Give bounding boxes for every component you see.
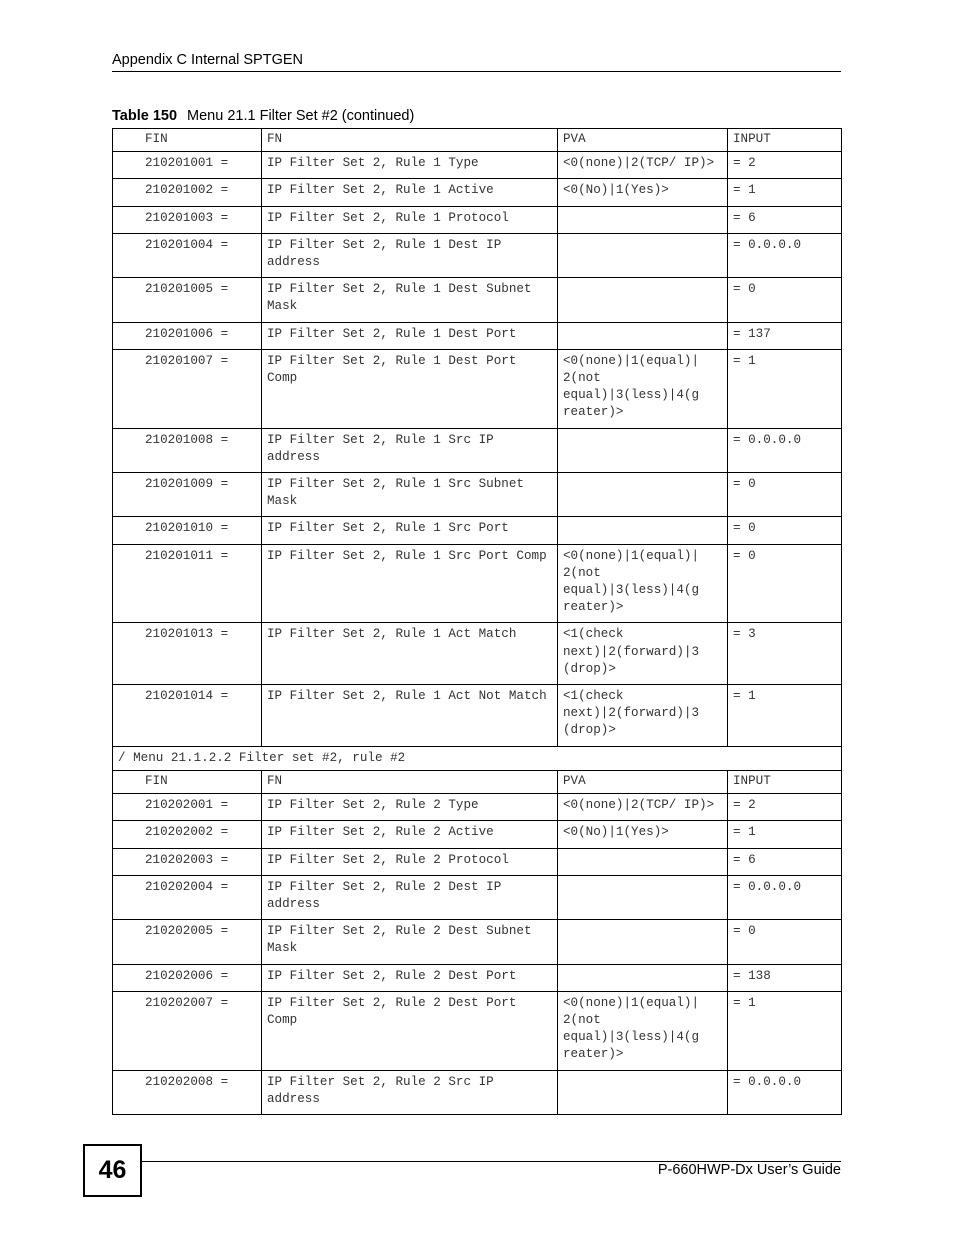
fn-cell: IP Filter Set 2, Rule 2 Dest Port Comp [262, 991, 558, 1070]
fn-cell: IP Filter Set 2, Rule 1 Protocol [262, 206, 558, 233]
table-row [113, 322, 842, 349]
fin-cell: 210201010 = [113, 517, 262, 544]
fn-cell: IP Filter Set 2, Rule 1 Dest Subnet Mask [262, 278, 558, 322]
fn-cell: IP Filter Set 2, Rule 2 Src IP address [262, 1070, 558, 1114]
fn-cell: IP Filter Set 2, Rule 2 Dest Subnet Mask [262, 920, 558, 964]
section-label: / Menu 21.1.2.2 Filter set #2, rule #2 [113, 746, 842, 770]
pva-cell: <0(none)|1(equal)| 2(not equal)|3(less)|4(g reater)> [558, 349, 728, 428]
table-row [113, 152, 842, 179]
fn-cell: IP Filter Set 2, Rule 2 Dest IP address [262, 875, 558, 919]
column-header-fn: FN [262, 129, 558, 152]
table-header-row [113, 129, 842, 152]
fn-cell: IP Filter Set 2, Rule 1 Src IP address [262, 428, 558, 472]
pva-cell [558, 206, 728, 233]
fin-cell: 210202003 = [113, 848, 262, 875]
table-row [113, 1070, 842, 1114]
table-row [113, 848, 842, 875]
table-row [113, 544, 842, 623]
sptgen-table [112, 128, 842, 1115]
input-cell: = 0 [728, 473, 842, 517]
fn-cell: IP Filter Set 2, Rule 1 Type [262, 152, 558, 179]
pva-cell: <0(No)|1(Yes)> [558, 179, 728, 206]
pva-cell [558, 233, 728, 277]
fn-cell: IP Filter Set 2, Rule 1 Dest Port [262, 322, 558, 349]
table-row [113, 685, 842, 747]
pva-cell [558, 428, 728, 472]
fin-cell: 210201009 = [113, 473, 262, 517]
input-cell: = 1 [728, 821, 842, 848]
pva-cell [558, 1070, 728, 1114]
fin-cell: 210202006 = [113, 964, 262, 991]
pva-cell [558, 920, 728, 964]
fn-cell: IP Filter Set 2, Rule 1 Src Port Comp [262, 544, 558, 623]
column-header-input: INPUT [728, 129, 842, 152]
input-cell: = 0 [728, 920, 842, 964]
fin-cell: 210202008 = [113, 1070, 262, 1114]
section-row [113, 746, 842, 770]
header-rule [112, 71, 841, 72]
pva-cell [558, 278, 728, 322]
fin-cell: 210201001 = [113, 152, 262, 179]
fin-cell: 210201008 = [113, 428, 262, 472]
fn-cell: IP Filter Set 2, Rule 1 Act Not Match [262, 685, 558, 747]
table-row [113, 179, 842, 206]
table-row [113, 278, 842, 322]
fin-cell: 210201013 = [113, 623, 262, 685]
pva-cell: <1(check next)|2(forward)|3 (drop)> [558, 685, 728, 747]
table-body [113, 129, 842, 1115]
footer-guide-title: P-660HWP-Dx User’s Guide [657, 1162, 841, 1178]
fn-cell: IP Filter Set 2, Rule 1 Dest Port Comp [262, 349, 558, 428]
input-cell: = 0.0.0.0 [728, 875, 842, 919]
pva-cell [558, 848, 728, 875]
fn-cell: IP Filter Set 2, Rule 2 Dest Port [262, 964, 558, 991]
fin-cell: 210201004 = [113, 233, 262, 277]
column-header-fin: FIN [113, 770, 262, 793]
table-row [113, 623, 842, 685]
pva-cell [558, 517, 728, 544]
table-row [113, 206, 842, 233]
table-header-row [113, 770, 842, 793]
fin-cell: 210201014 = [113, 685, 262, 747]
fin-cell: 210202004 = [113, 875, 262, 919]
pva-cell: <0(none)|1(equal)| 2(not equal)|3(less)|4(g reater)> [558, 991, 728, 1070]
fn-cell: IP Filter Set 2, Rule 2 Type [262, 794, 558, 821]
fin-cell: 210201003 = [113, 206, 262, 233]
table-row [113, 991, 842, 1070]
input-cell: = 137 [728, 322, 842, 349]
input-cell: = 2 [728, 794, 842, 821]
pva-cell [558, 322, 728, 349]
table-row [113, 428, 842, 472]
input-cell: = 138 [728, 964, 842, 991]
fin-cell: 210201007 = [113, 349, 262, 428]
fin-cell: 210202002 = [113, 821, 262, 848]
column-header-fn: FN [262, 770, 558, 793]
table-caption-text: Menu 21.1 Filter Set #2 (continued) [187, 108, 415, 124]
table-row [113, 821, 842, 848]
input-cell: = 0 [728, 278, 842, 322]
fn-cell: IP Filter Set 2, Rule 1 Act Match [262, 623, 558, 685]
pva-cell: <0(none)|2(TCP/ IP)> [558, 794, 728, 821]
table-row [113, 233, 842, 277]
fn-cell: IP Filter Set 2, Rule 1 Active [262, 179, 558, 206]
input-cell: = 1 [728, 685, 842, 747]
pva-cell [558, 875, 728, 919]
fin-cell: 210201006 = [113, 322, 262, 349]
fin-cell: 210202005 = [113, 920, 262, 964]
table-caption-label: Table 150 [112, 108, 178, 124]
table-row [113, 517, 842, 544]
input-cell: = 6 [728, 206, 842, 233]
column-header-pva: PVA [558, 129, 728, 152]
fn-cell: IP Filter Set 2, Rule 1 Src Port [262, 517, 558, 544]
fin-cell: 210202001 = [113, 794, 262, 821]
pva-cell: <0(none)|2(TCP/ IP)> [558, 152, 728, 179]
table-row [113, 473, 842, 517]
table-caption [112, 108, 414, 124]
column-header-fin: FIN [113, 129, 262, 152]
input-cell: = 1 [728, 991, 842, 1070]
table-row [113, 349, 842, 428]
page-number: 46 [83, 1144, 142, 1197]
table-row [113, 920, 842, 964]
input-cell: = 6 [728, 848, 842, 875]
input-cell: = 2 [728, 152, 842, 179]
input-cell: = 1 [728, 179, 842, 206]
table-row [113, 875, 842, 919]
table-row [113, 964, 842, 991]
fin-cell: 210201002 = [113, 179, 262, 206]
pva-cell [558, 964, 728, 991]
pva-cell: <0(none)|1(equal)| 2(not equal)|3(less)|4(g reater)> [558, 544, 728, 623]
input-cell: = 3 [728, 623, 842, 685]
pva-cell: <0(No)|1(Yes)> [558, 821, 728, 848]
input-cell: = 0.0.0.0 [728, 233, 842, 277]
pva-cell [558, 473, 728, 517]
column-header-pva: PVA [558, 770, 728, 793]
fin-cell: 210201005 = [113, 278, 262, 322]
fin-cell: 210201011 = [113, 544, 262, 623]
table-row [113, 794, 842, 821]
fn-cell: IP Filter Set 2, Rule 1 Dest IP address [262, 233, 558, 277]
header-title: Appendix C Internal SPTGEN [112, 52, 304, 68]
pva-cell: <1(check next)|2(forward)|3 (drop)> [558, 623, 728, 685]
fn-cell: IP Filter Set 2, Rule 2 Active [262, 821, 558, 848]
input-cell: = 1 [728, 349, 842, 428]
input-cell: = 0 [728, 517, 842, 544]
fn-cell: IP Filter Set 2, Rule 2 Protocol [262, 848, 558, 875]
fin-cell: 210202007 = [113, 991, 262, 1070]
input-cell: = 0 [728, 544, 842, 623]
input-cell: = 0.0.0.0 [728, 428, 842, 472]
column-header-input: INPUT [728, 770, 842, 793]
input-cell: = 0.0.0.0 [728, 1070, 842, 1114]
fn-cell: IP Filter Set 2, Rule 1 Src Subnet Mask [262, 473, 558, 517]
